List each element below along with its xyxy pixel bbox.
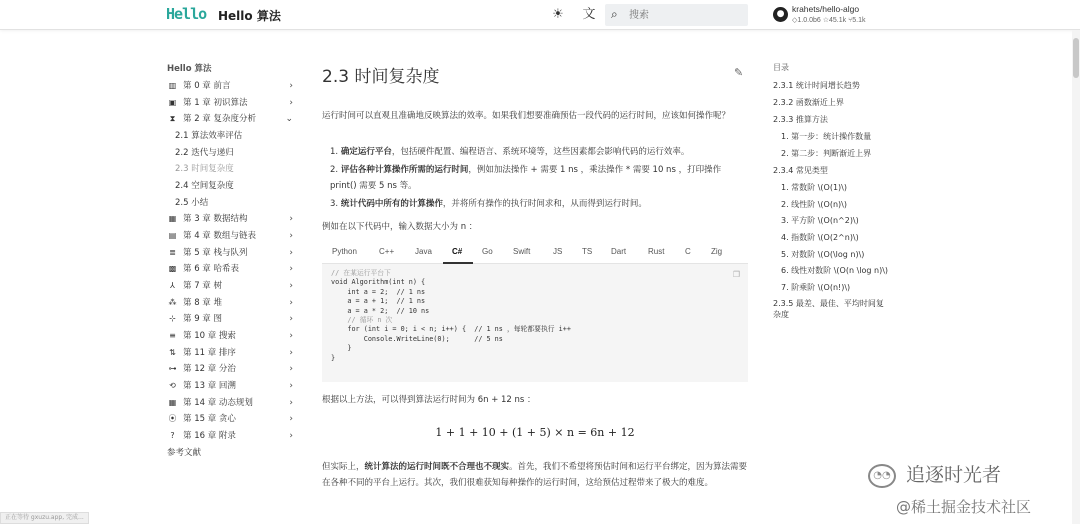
nav-chapter-label: 第 11 章 排序 — [183, 348, 236, 358]
search-icon: ⌕ — [611, 7, 618, 21]
step-bold: 确定运行平台 — [340, 147, 392, 157]
conclusion-bold: 统计算法的运行时间既不合理也不现实 — [364, 462, 510, 472]
nav-chapter-15[interactable] — [167, 412, 295, 426]
code-line: Console.WriteLine(0); // 5 ns — [331, 334, 503, 343]
tab-go[interactable]: Go — [482, 247, 493, 256]
nav-chapter-label: 第 5 章 栈与队列 — [183, 248, 248, 258]
scrollbar-thumb[interactable] — [1073, 38, 1079, 78]
conclusion-pre: 但实际上， — [322, 462, 365, 472]
edit-page-icon[interactable]: ✎ — [734, 66, 744, 79]
nav-chapter-6[interactable] — [167, 262, 295, 276]
copy-icon[interactable]: ❐ — [732, 270, 740, 279]
chevron-right-icon: › — [289, 398, 293, 408]
chevron-right-icon: › — [289, 381, 293, 391]
toc-item[interactable]: 2.3.2 函数渐近上界 — [773, 98, 844, 107]
tab-java[interactable]: Java — [415, 247, 432, 256]
repo-stars: 45.1k — [828, 17, 847, 24]
chevron-right-icon: › — [289, 414, 293, 424]
nav-chapter-label: 第 9 章 图 — [183, 314, 223, 324]
code-line: int a = 2; // 1 ns — [331, 287, 426, 296]
wechat-logo-icon: ◔◔ — [868, 464, 896, 488]
tab-c[interactable]: C — [685, 247, 691, 256]
chevron-right-icon: › — [289, 248, 293, 258]
watermark-site: @稀土掘金技术社区 — [896, 498, 1032, 516]
step-bold: 统计代码中所有的计算操作 — [340, 199, 443, 209]
chevron-right-icon: › — [289, 431, 293, 441]
tag-icon: ◇ — [792, 17, 798, 24]
toc-item[interactable]: 4. 指数阶 \(O(2^n)\) — [781, 233, 859, 242]
hourglass-icon: ⧗ — [169, 114, 176, 123]
tab-js[interactable]: JS — [553, 247, 563, 256]
list-item: 3. 统计代码中所有的计算操作，并将所有操作的执行时间求和，从而得到运行时间。 — [330, 199, 647, 209]
toc-item[interactable]: 杂度 — [773, 310, 789, 319]
repo-version: 1.0.0b6 — [797, 17, 821, 24]
step-text: ，并将所有操作的执行时间求和，从而得到运行时间。 — [442, 199, 647, 209]
chevron-right-icon: › — [289, 231, 293, 241]
dp-table-icon: ▦ — [168, 398, 177, 407]
chevron-right-icon: › — [289, 98, 293, 108]
nav-chapter-12[interactable] — [167, 362, 295, 376]
chevron-right-icon: › — [289, 81, 293, 91]
step-bold: 评估各种计算操作所需的运行时间 — [340, 165, 469, 175]
toc-item[interactable]: 2.3.5 最差、最佳、平均时间复 — [773, 299, 884, 308]
chevron-right-icon: › — [289, 331, 293, 341]
toc-item[interactable]: 5. 对数阶 \(O(\log n)\) — [781, 250, 865, 259]
watermark — [858, 458, 1080, 524]
nav-chapter-2[interactable] — [167, 112, 295, 126]
sort-icon: ⇅ — [169, 348, 176, 357]
chevron-right-icon: › — [289, 264, 293, 274]
toc-item[interactable]: 3. 平方阶 \(O(n^2)\) — [781, 216, 859, 225]
nav-chapter-16[interactable] — [167, 429, 295, 443]
conclusion-rest: 。首先，我们不希望将预估时间和运行平台绑定，因为算法需要在各种不同的平台上运行。其次，我们很难获知每种操作的运行时间，这给预估过程带来了极大的难度。 — [322, 462, 748, 488]
tab-python[interactable]: Python — [332, 247, 357, 256]
nav-chapter-10[interactable] — [167, 329, 295, 343]
split-icon: ⊶ — [168, 364, 177, 373]
code-line: } — [331, 344, 352, 353]
grid-icon: ▤ — [168, 231, 177, 240]
watermark-author: 追逐时光者 — [906, 464, 1002, 486]
code-line: void Algorithm(int n) { — [331, 278, 426, 287]
chevron-right-icon: › — [289, 314, 293, 324]
fork-icon: ⑂ — [848, 17, 853, 24]
nav-title: Hello 算法 — [167, 64, 212, 74]
theme-toggle-icon[interactable]: ☀ — [552, 7, 564, 22]
nav-chapter-1[interactable] — [167, 96, 295, 110]
toc-item[interactable]: 1. 第一步：统计操作数量 — [781, 132, 872, 141]
code-content — [331, 269, 571, 363]
toc-item[interactable]: 1. 常数阶 \(O(1)\) — [781, 183, 847, 192]
backtrack-icon: ⟲ — [169, 381, 176, 390]
chevron-right-icon: › — [289, 281, 293, 291]
nav-chapter-7[interactable] — [167, 279, 295, 293]
active-tab-indicator — [443, 262, 473, 264]
nav-section-2-2[interactable]: 2.2 迭代与递归 — [175, 148, 234, 158]
nav-chapter-label: 第 16 章 附录 — [183, 431, 236, 441]
page-scrollbar[interactable] — [1072, 30, 1080, 524]
conclusion-paragraph — [322, 459, 748, 491]
toc-item[interactable]: 2. 第二步：判断渐近上界 — [781, 149, 872, 158]
nav-chapter-label: 第 2 章 复杂度分析 — [183, 114, 257, 124]
tab-cpp[interactable]: C++ — [379, 247, 395, 256]
code-block — [322, 242, 748, 382]
chevron-right-icon: › — [289, 214, 293, 224]
nav-chapter-label: 第 4 章 数组与链表 — [183, 231, 257, 241]
nav-chapter-label: 第 6 章 哈希表 — [183, 264, 240, 274]
toc-item[interactable]: 2.3.1 统计时间增长趋势 — [773, 81, 860, 90]
toc-title: 目录 — [773, 63, 789, 72]
nav-chapter-label: 第 12 章 分治 — [183, 364, 236, 374]
nav-chapter-label: 第 0 章 前言 — [183, 81, 231, 91]
formula: 1 + 1 + 10 + (1 + 5) × n = 6n + 12 — [435, 426, 635, 439]
tab-csharp[interactable]: C# — [452, 247, 463, 256]
repo-forks: 5.1k — [852, 17, 866, 24]
toc-item[interactable]: 2.3.3 推算方法 — [773, 115, 828, 124]
nav-chapter-label: 第 7 章 树 — [183, 281, 223, 291]
code-line: for (int i = 0; i < n; i++) { // 1 ns ，每轮都要执行 i++ — [331, 325, 571, 334]
table-icon: ▩ — [168, 264, 177, 273]
list-item: 1. 确定运行平台，包括硬件配置、编程语言、系统环境等，这些因素都会影响代码的运行效率。 — [330, 147, 690, 157]
toc-item[interactable]: 2. 线性阶 \(O(n)\) — [781, 200, 847, 209]
nav-chapter-14[interactable] — [167, 396, 295, 410]
nav-chapter-label: 第 15 章 贪心 — [183, 414, 236, 424]
chevron-down-icon: ⌄ — [285, 114, 293, 124]
star-icon: ☆ — [822, 17, 829, 24]
graph-icon: ⊹ — [169, 314, 176, 323]
nav-chapter-9[interactable] — [167, 312, 295, 326]
intro-paragraph: 运行时间可以直观且准确地反映算法的效率。如果我们想要准确预估一段代码的运行时间，应该如何操作呢？ — [322, 111, 731, 121]
heap-icon: ⁂ — [168, 298, 177, 307]
tab-ts[interactable]: TS — [582, 247, 593, 256]
chevron-right-icon: › — [289, 348, 293, 358]
shape-icon: ▦ — [168, 214, 177, 223]
search-input[interactable] — [629, 7, 739, 23]
tab-swift[interactable]: Swift — [513, 247, 531, 256]
book-icon: ▥ — [168, 81, 177, 90]
code-line: a = a * 2; // 10 ns — [331, 306, 430, 315]
code-line: a = a + 1; // 1 ns — [331, 297, 426, 306]
code-line: } — [331, 353, 336, 362]
step-text: ，包括硬件配置、编程语言、系统环境等，这些因素都会影响代码的运行效率。 — [391, 147, 690, 157]
nav-chapter-11[interactable] — [167, 346, 295, 360]
code-line: // 在某运行平台下 — [331, 269, 391, 277]
nav-chapter-label: 第 8 章 堆 — [183, 298, 223, 308]
language-tabs — [322, 242, 748, 264]
after-code-paragraph: 根据以上方法，可以得到算法运行时间为 6n + 12 ns ： — [322, 395, 536, 405]
chevron-right-icon: › — [289, 364, 293, 374]
tree-icon: ⅄ — [170, 281, 175, 290]
stack-icon: ≣ — [169, 248, 176, 257]
tab-zig[interactable]: Zig — [711, 247, 723, 256]
nav-chapter-label: 第 3 章 数据结构 — [183, 214, 248, 224]
code-line: // 循环 n 次 — [331, 316, 393, 325]
toc-item[interactable]: 2.3.4 常见类型 — [773, 166, 828, 175]
search-box[interactable] — [605, 4, 748, 26]
nav-chapter-5[interactable] — [167, 246, 295, 260]
site-logo[interactable]: Hello — [166, 5, 207, 23]
nav-chapter-8[interactable] — [167, 296, 295, 310]
example-intro: 例如在以下代码中，输入数据大小为 n ： — [322, 222, 478, 232]
repo-name: krahets/hello-algo — [792, 4, 860, 14]
search-list-icon: ≡ — [169, 331, 176, 340]
tab-rust[interactable]: Rust — [648, 247, 665, 256]
nav-section-2-1[interactable]: 2.1 算法效率评估 — [175, 131, 243, 141]
page-title: 2.3 时间复杂度 — [322, 67, 440, 87]
nav-chapter-4[interactable] — [167, 229, 295, 243]
github-icon: ● — [773, 7, 788, 22]
nav-section-2-4[interactable]: 2.4 空间复杂度 — [175, 181, 234, 191]
nav-section-2-3[interactable]: 2.3 时间复杂度 — [175, 164, 234, 174]
help-circle-icon: ? — [170, 431, 175, 440]
site-title[interactable]: Hello 算法 — [218, 9, 281, 23]
nav-chapter-label: 第 10 章 搜索 — [183, 331, 236, 341]
chevron-right-icon: › — [289, 298, 293, 308]
nav-chapter-3[interactable] — [167, 212, 295, 226]
step-text: ，例如加法操作 + 需要 1 ns ，乘法操作 * 需要 10 ns ，打印操作 print() 需要 5 ns 等。 — [330, 165, 722, 191]
calculator-icon: ▣ — [168, 98, 177, 107]
nav-chapter-label: 第 14 章 动态规划 — [183, 398, 253, 408]
nav-chapter-13[interactable] — [167, 379, 295, 393]
toc-item[interactable]: 6. 线性对数阶 \(O(n \log n)\) — [781, 266, 889, 275]
nav-chapter-label: 第 1 章 初识算法 — [183, 98, 248, 108]
nav-references[interactable]: 参考文献 — [167, 448, 202, 458]
top-header — [0, 0, 1080, 30]
nav-chapter-label: 第 13 章 回溯 — [183, 381, 236, 391]
browser-status-bar: 正在等待 gxuzu.app, 完成... — [0, 512, 89, 524]
map-pin-icon: ⦿ — [168, 414, 177, 423]
translate-icon[interactable]: 文 — [582, 7, 596, 22]
toc-item[interactable]: 7. 阶乘阶 \(O(n!)\) — [781, 283, 851, 292]
list-item: 2. 评估各种计算操作所需的运行时间，例如加法操作 + 需要 1 ns ，乘法操作 * 需要 10 ns ，打印操作 print() 需要 5 ns 等。 — [330, 165, 722, 191]
nav-section-2-5[interactable]: 2.5 小结 — [175, 198, 209, 208]
nav-chapter-0[interactable] — [167, 79, 295, 93]
tab-dart[interactable]: Dart — [611, 247, 627, 256]
repo-facts — [792, 16, 866, 24]
